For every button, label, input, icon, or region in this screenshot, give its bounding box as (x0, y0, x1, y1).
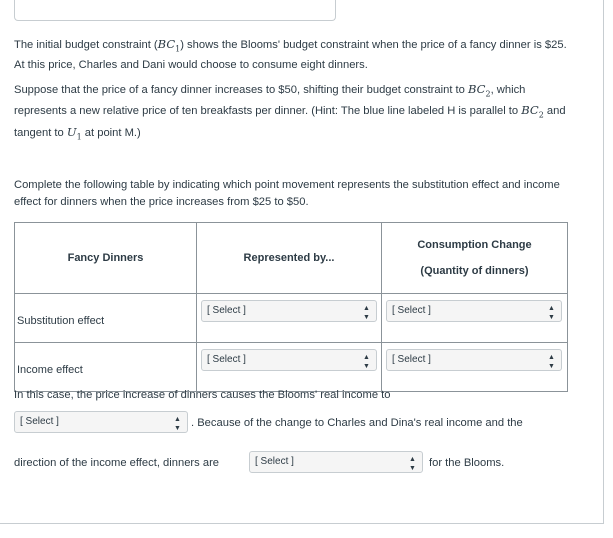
table-instructions: Complete the following table by indicating which point movement represents the substitution effect and income effect for dinners when the price increases from $25 to $50. (14, 179, 560, 208)
table-header-row (15, 223, 568, 294)
table-row (15, 294, 568, 343)
updown-arrow-icon: ▲ ▼ (409, 456, 416, 472)
effects-table (14, 222, 568, 392)
substitution-change-select[interactable]: [ Select ] ▲ ▼ (386, 300, 562, 322)
updown-arrow-icon: ▲ ▼ (548, 354, 555, 370)
dinner-good-type-select[interactable]: [ Select ] ▲ ▼ (249, 451, 423, 473)
updown-arrow-icon: ▲ ▼ (548, 305, 555, 321)
price-change-paragraph: Suppose that the price of a fancy dinner increases to $50, shifting their budget constraint to $BC_2$, which represents a new relative price of ten breakfasts per dinner. (Hint: The blue line labeled H is parallel to $BC_2$ and tangent to $U_1$ at point M.) (14, 82, 566, 141)
previous-answer-box (14, 0, 336, 21)
header-represented-by: Represented by... (197, 223, 382, 294)
header-consumption-change: Consumption Change (Quantity of dinners) (382, 223, 568, 294)
table-row (15, 343, 568, 392)
income-represented-select[interactable]: [ Select ] ▲ ▼ (201, 349, 377, 371)
intro-paragraph: The initial budget constraint $(BC_1)$ shows the Blooms' budget constraint when the price of a fancy dinner is $25. At this price, Charles and Dani would choose to consume eight dinners. (14, 37, 567, 72)
header-fancy-dinners: Fancy Dinners (15, 223, 197, 294)
substitution-represented-select[interactable]: [ Select ] ▲ ▼ (201, 300, 377, 322)
updown-arrow-icon: ▲ ▼ (363, 354, 370, 370)
income-change-text: . Because of the change to Charles and Dina's real income and the (191, 417, 523, 429)
updown-arrow-icon: ▲ ▼ (174, 416, 181, 432)
real-income-text: In this case, the price increase of dinners causes the Blooms' real income to (14, 389, 391, 401)
for-blooms-text: for the Blooms. (429, 457, 505, 469)
math-bc1: $BC_1$ (157, 37, 181, 54)
row-label-substitution: Substitution effect (15, 294, 197, 343)
updown-arrow-icon: ▲ ▼ (363, 305, 370, 321)
math-bc2: $BC_2$ (468, 82, 491, 99)
income-change-select[interactable]: [ Select ] ▲ ▼ (386, 349, 562, 371)
row-label-income: Income effect (15, 343, 197, 392)
income-effect-text: direction of the income effect, dinners are (14, 457, 220, 469)
math-u1: $U_1$ (66, 124, 82, 141)
real-income-select[interactable]: [ Select ] ▲ ▼ (14, 411, 188, 433)
math-bc2-hint: $BC_2$ (521, 103, 544, 120)
